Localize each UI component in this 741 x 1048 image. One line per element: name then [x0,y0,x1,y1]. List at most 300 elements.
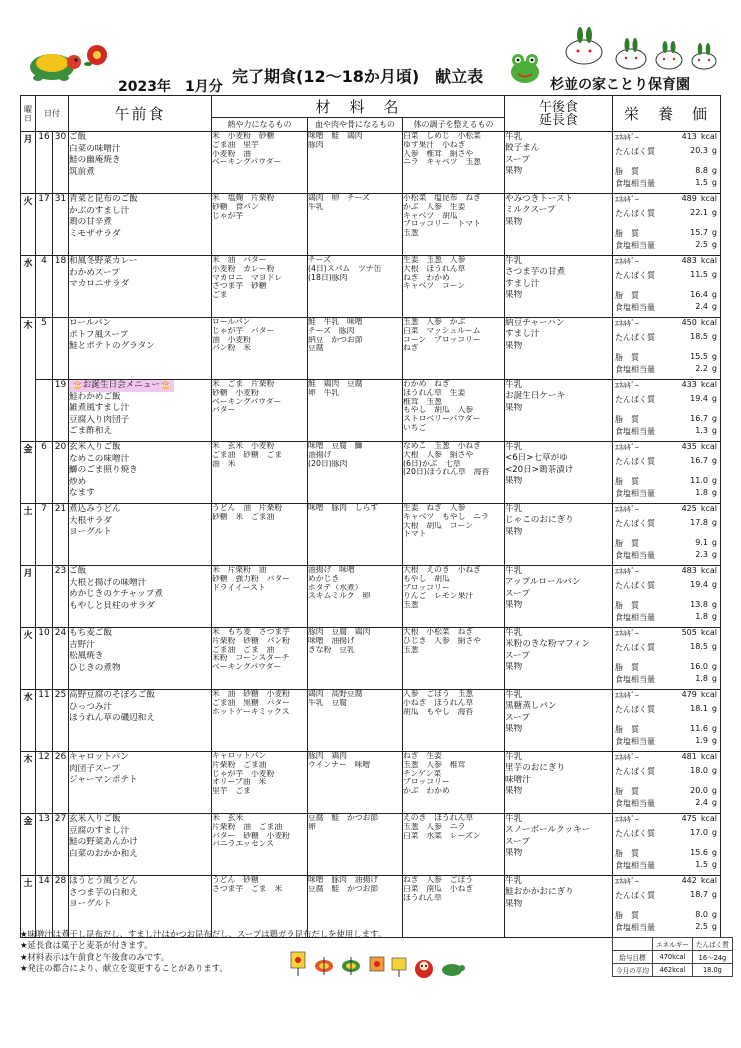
menu-item: マカロニサラダ [69,279,130,290]
menu-item: 牛乳 [505,566,523,576]
ingredient-line: ねぎ 生姜 [403,752,442,760]
date-cell: 5 [36,318,53,380]
nutrition-value [682,442,717,453]
menu-table [20,95,721,938]
turtle-icon [440,960,466,976]
nutrition-cell [613,380,721,442]
nutrition-number: 11.0 [690,476,708,485]
nutrition-number: 15.5 [690,352,708,361]
menu-item: 果物 [505,402,523,413]
ingredients-vitamin-cell [403,752,505,814]
ingredient-line: 片栗粉 砂糖 パン粉 [212,636,290,645]
nutrition-protein [613,828,720,839]
date-cell: 14 [36,876,53,938]
date-cell: 26 [53,752,69,814]
menu-item: 果物 [505,600,523,611]
summary-cell: 給与目標 [613,951,653,964]
ingredient-line: 玉葱 [403,645,419,654]
weekday-header: 曜 日 [21,96,36,132]
frog-icon [507,50,543,86]
menu-item: <6日>七草がゆ [505,453,568,464]
ingredients-protein-cell [308,256,403,318]
nutrition-number: 16.4 [690,290,708,299]
nutrition-label: 食塩相当量 [615,799,655,808]
nutrition-label: たんぱく質 [615,209,655,218]
nutrition-value [690,476,717,487]
menu-item: スープ [505,154,530,165]
day-row [21,318,721,380]
nutrition-value [690,786,717,797]
ingredient-line: 椎茸 玉葱 [403,397,442,406]
nutrition-value [690,394,717,405]
ingredient-line: 油 小麦粉 [212,335,251,344]
ingredient-line: ブロッコリー [403,778,450,787]
note-line: ★材料表示は午前食と午後食のみです。 [20,951,170,962]
nutrition-cell [613,876,721,938]
page-title: 完了期食(12～18か月頃) 献立表 [232,67,484,86]
weekday-cell: 金 [21,814,36,876]
ingredient-line: 牛乳 [308,202,324,211]
ingredient-line: トマト [403,530,427,539]
nutrition-number: 20.3 [690,146,708,155]
menu-item: 炒め [69,476,87,487]
nutrition-unit: g [711,798,717,807]
day-row [21,256,721,318]
nutrition-fat [613,724,720,735]
menu-item: ロールパン [69,318,112,328]
nutrition-number: 18.5 [690,332,708,341]
ingredient-protein-header: 血や肉や骨になるもの [308,118,403,132]
ingredient-line: 小ねぎ ほうれん草 [403,698,474,707]
date-cell: 16 [36,132,53,194]
nutrition-value [695,488,717,499]
nutrition-value [682,504,717,515]
menu-item: なめこの味噌汁 [69,453,130,464]
nutrition-number: 18.0 [690,766,708,775]
nutrition-value [682,876,717,887]
nutrition-number: 1.5 [695,860,708,869]
menu-item: 牛乳 [505,628,523,638]
menu-item: 果物 [505,848,523,859]
nutrition-label: ｴﾈﾙｷﾞｰ [615,691,639,700]
nutrition-number: 18.7 [690,890,708,899]
main-meal-header: 午前食 [69,96,212,132]
menu-item: もち麦ご飯 [69,628,112,638]
ingredient-line: もやし 胡瓜 [403,574,450,583]
nutrition-value [682,256,717,267]
ingredient-line: 味噌 豆腐 鰤 [308,442,363,450]
nutrition-number: 505 [681,628,697,637]
menu-item: 牛乳 [505,504,523,514]
nutrition-value [695,922,717,933]
nutrition-unit: g [711,766,717,775]
nutrition-label: ｴﾈﾙｷﾞｰ [615,753,639,762]
koma-icon [313,955,335,977]
menu-item: 筑前煮 [69,166,95,177]
menu-item: 白菜のおかか和え [69,848,138,859]
nutrition-cell [613,194,721,256]
menu-item: ひじきの煮物 [69,662,121,673]
ingredient-line: 米 玄米 [212,814,244,822]
ingredient-line: きな粉 豆乳 [308,645,355,654]
nutrition-label: 脂 質 [615,415,639,424]
ingredient-line: 米 塩麹 片栗粉 [212,194,275,202]
ingredient-line: 大根 ほうれん草 [403,264,466,273]
date-cell [36,566,53,628]
nutrition-unit: g [711,166,717,175]
nutrition-unit: g [711,414,717,423]
nutrition-cell [613,566,721,628]
menu-item: さつま芋の甘煮 [505,267,566,278]
ingredient-line: 米 油 砂糖 小麦粉 [212,690,290,698]
ingredient-line: 砂糖 米 ごま油 [212,512,275,521]
ingredient-line: 豚肉 豆腐 鶏肉 [308,628,371,636]
nutrition-unit: g [711,364,717,373]
menu-item: 玄米入りご飯 [69,814,121,824]
nutrition-number: 433 [681,380,697,389]
ingredient-line: 米 油 バター [212,256,267,264]
nutrition-label: 食塩相当量 [615,179,655,188]
menu-item: 鮭の野菜あんかけ [69,837,138,848]
menu-item: ミモザサラダ [69,228,121,239]
nutrition-cell [613,690,721,752]
nutrition-number: 2.4 [695,798,708,807]
date-cell: 19 [53,380,69,442]
ingredient-line: 豆腐 [308,344,324,353]
day-row [21,690,721,752]
nutrition-value [695,910,717,921]
ingredients-protein-cell [308,132,403,194]
nutrition-label: たんぱく質 [615,581,655,590]
menu-item: 牛乳 [505,380,523,390]
ingredients-vitamin-cell [403,628,505,690]
nutrition-number: 15.6 [690,848,708,857]
nutrition-label: 食塩相当量 [615,551,655,560]
nutrition-number: 9.1 [695,538,708,547]
nutrition-unit: g [711,828,717,837]
nutrition-number: 2.3 [695,550,708,559]
date-cell: 12 [36,752,53,814]
nutrition-cell [613,752,721,814]
ingredient-line: コーン ブロッコリー [403,335,481,344]
camellia-icon [84,42,110,68]
ingredients-energy-cell [212,318,308,380]
nutrition-number: 2.5 [695,922,708,931]
ingredient-line: 玉葱 [403,601,419,610]
nutrition-cell [613,814,721,876]
menu-item: ご飯 [69,566,87,576]
ingredient-line: ごま油 黒糖 バター [212,698,290,707]
ingredients-vitamin-cell [403,256,505,318]
nutrition-label: 脂 質 [615,601,639,610]
date-cell: 27 [53,814,69,876]
ingredient-line: ベーキングパウダー [212,663,282,672]
menu-item: 牛乳 [505,814,523,824]
nutrition-protein [613,146,720,157]
ingredient-line: ほうれん草 [403,893,442,902]
nutrition-number: 435 [681,442,697,451]
nutrition-number: 2.5 [695,240,708,249]
day-row [21,628,721,690]
ingredient-line: バニラエッセンス [212,840,274,849]
afternoon-snack-cell [505,318,613,380]
note-line: ★味噌汁は煮干し昆布だし、すまし汁はかつお昆布だし、スープは鶏ガラ昆布だしを使用します。 [20,929,387,939]
weekday-cell: 月 [21,566,36,628]
ingredient-line: ドライイースト [212,583,266,592]
nutrition-unit: kcal [700,318,717,327]
nutrition-unit: g [711,476,717,485]
ingredient-line: 豚肉 鶏肉 [308,752,347,760]
nutrition-number: 18.5 [690,642,708,651]
ingredient-line: いちご [403,423,427,432]
nutrition-value [690,704,717,715]
nutrition-value [695,178,717,189]
nutrition-label: たんぱく質 [615,705,655,714]
birthday-menu-label: 🎂お誕生日会メニュー🎂 [69,380,174,392]
ingredient-line: チンゲン菜 [403,769,442,778]
nutrition-number: 13.8 [690,600,708,609]
nutrition-label: たんぱく質 [615,395,655,404]
ingredient-line: 玉葱 人参 ニラ [403,822,466,831]
ingredients-vitamin-cell [403,504,505,566]
nutrition-number: 475 [681,814,697,823]
nutrition-salt [613,860,720,871]
nutrition-value [695,736,717,747]
ingredient-line: じゃが芋 小麦粉 [212,769,275,778]
nutrition-energy [613,504,720,515]
ingredient-line: ロールパン [212,318,251,326]
nutrition-energy [613,690,720,701]
nutrition-unit: kcal [700,442,717,451]
nutrition-salt [613,736,720,747]
ingredient-line: ニラ キャベツ 玉葱 [403,158,481,167]
ingredient-line: 砂糖 小麦粉 [212,388,259,397]
ingredient-line: ストロベリーパウダー [403,415,481,424]
nutrition-value [682,132,717,143]
menu-item: アップルロールパン [505,577,581,588]
ingredient-line: (6日)かぶ 七草 [403,459,461,468]
nutrition-value [690,146,717,157]
date-cell [36,380,53,442]
nutrition-value [695,240,717,251]
ingredient-line: めかじき [308,574,340,583]
ingredient-line: ごま [212,291,228,300]
nutrition-label: 食塩相当量 [615,923,655,932]
nutrition-value [682,194,717,205]
morning-menu-cell [69,752,212,814]
ingredient-line: 小松菜 塩昆布 ねぎ [403,194,481,202]
rabbit-icon [652,40,686,70]
nutrition-label: 食塩相当量 [615,241,655,250]
nutrition-unit: g [711,538,717,547]
date-cell: 18 [53,256,69,318]
nutrition-label: ｴﾈﾙｷﾞｰ [615,567,639,576]
date-cell: 24 [53,628,69,690]
nutrition-label: 脂 質 [615,725,639,734]
ingredients-protein-cell [308,566,403,628]
date-cell: 20 [53,442,69,504]
nutrition-unit: g [711,208,717,217]
nutrition-number: 11.5 [690,270,708,279]
ingredient-line: 白菜 南瓜 小ねぎ [403,884,474,893]
nutrition-salt [613,302,720,313]
nutrition-value [682,318,717,329]
ingredient-line: ねぎ [403,344,419,353]
nutrition-salt [613,364,720,375]
nutrition-value [682,814,717,825]
nutrition-label: たんぱく質 [615,767,655,776]
ingredient-line: 玉葱 [403,229,419,238]
nutrition-number: 481 [681,752,697,761]
ingredient-line: 豆腐 鮭 かつお節 [308,814,379,822]
nutrition-fat [613,538,720,549]
date-cell: 13 [36,814,53,876]
ingredient-line: 小麦粉 油 [212,149,251,158]
date-cell: 25 [53,690,69,752]
nutrition-energy [613,132,720,143]
nutrition-value [682,566,717,577]
morning-menu-cell [69,194,212,256]
day-row [21,194,721,256]
nutrition-protein [613,456,720,467]
ingredient-line: 白菜 マッシュルーム [403,326,481,335]
ingredients-protein-cell [308,690,403,752]
summary-head [613,938,653,951]
afternoon-snack-cell [505,504,613,566]
menu-item: 和風冬野菜カレー [69,256,138,266]
nutrition-energy [613,318,720,329]
nutrition-label: 脂 質 [615,663,639,672]
nutrition-unit: kcal [700,566,717,575]
ingredient-line: 里芋 ごま [212,787,251,796]
nutrition-label: 食塩相当量 [615,303,655,312]
date-cell: 23 [53,566,69,628]
menu-item: じゃこのおにぎり [505,515,574,526]
rabbit-icon [612,38,650,70]
ingredient-line: ゆず果汁 小ねぎ [403,140,466,149]
nutrition-value [690,724,717,735]
ingredient-line: 大根 人参 絹さや [403,450,474,459]
date-cell: 17 [36,194,53,256]
ingredient-line: 米粉 コーンスターチ [212,654,290,663]
weekday-cell: 水 [21,256,36,318]
menu-item: かぶのすまし汁 [69,205,130,216]
nutrition-value [690,228,717,239]
weekday-cell: 火 [21,194,36,256]
ingredient-line: ごま油 ごま 油 [212,645,275,654]
ingredient-line: スキムミルク 卵 [308,592,371,601]
ingredient-line: チーズ [308,256,332,264]
nutrition-label: ｴﾈﾙｷﾞｰ [615,133,639,142]
day-row [21,814,721,876]
nutrition-number: 20.0 [690,786,708,795]
menu-item: ひっつみ汁 [69,701,112,712]
month-label: 2023年 1月分 [118,79,223,95]
ingredients-protein-cell [308,628,403,690]
weekday-cell: 木 [21,752,36,814]
rabbit-icon [562,26,607,66]
nutrition-label: たんぱく質 [615,457,655,466]
nutrition-protein [613,642,720,653]
ingredients-vitamin-cell [403,690,505,752]
ingredient-line: さつま芋 砂糖 [212,282,267,291]
nutrition-unit: g [711,848,717,857]
nutrition-unit: g [711,302,717,311]
menu-item: 果物 [505,662,523,673]
nutrition-label: 食塩相当量 [615,613,655,622]
ingredient-line: 味噌 油揚げ [308,636,355,645]
nutrition-label: 食塩相当量 [615,737,655,746]
nutrition-fat [613,166,720,177]
nutrition-cell [613,318,721,380]
menu-item: 果物 [505,526,523,537]
morning-menu-cell [69,380,212,442]
ingredient-line: 牛乳 豆腐 [308,698,347,707]
ingredients-energy-cell [212,380,308,442]
afternoon-snack-cell [505,814,613,876]
menu-item: ごま酢和え [69,426,112,437]
ingredient-line: 卵 [308,822,316,831]
ingredient-line: 生姜 ねぎ 人参 [403,504,466,512]
nutrition-number: 8.8 [695,166,708,175]
summary-cell: 470kcal [652,951,692,964]
ingredients-vitamin-cell [403,194,505,256]
menu-item: 黒糖蒸しパン [505,701,557,712]
nutrition-energy [613,628,720,639]
ingredient-line: 片栗粉 油 ごま油 [212,822,283,831]
ingredients-energy-cell [212,752,308,814]
ingredient-line: ブロッコリー [403,583,450,592]
nutrition-unit: kcal [700,628,717,637]
afternoon-snack-cell [505,566,613,628]
nutrition-salt [613,550,720,561]
ingredient-line: 人参 椎茸 絹さや [403,149,474,158]
date-cell: 21 [53,504,69,566]
ingredient-line: (20日)豚肉 [308,459,348,468]
menu-item: 雑煮風すまし汁 [69,403,130,414]
menu-item: めかじきのケチャップ煮 [69,589,163,600]
nutrition-value [690,848,717,859]
menu-item: スープ [505,836,530,847]
afternoon-snack-cell [505,690,613,752]
ingredient-line: 鮭 鶏肉 豆腐 [308,380,363,388]
nutrition-number: 1.9 [695,736,708,745]
nutrition-number: 16.7 [690,456,708,465]
ingredient-line: キャベツ 胡瓜 [403,211,458,220]
ingredients-energy-cell [212,566,308,628]
nutrition-number: 19.4 [690,580,708,589]
nutrition-unit: g [711,394,717,403]
day-row [21,752,721,814]
menu-item: 鶏の甘辛煮 [69,217,112,228]
nutrition-number: 1.5 [695,178,708,187]
nutrition-unit: g [711,270,717,279]
nutrition-value [690,890,717,901]
ingredient-line: 小麦粉 カレー粉 [212,264,275,273]
nutrition-unit: g [711,240,717,249]
nutrition-unit: g [711,146,717,155]
nutrition-unit: g [711,290,717,299]
koma-icon [340,955,362,977]
nutrition-energy [613,566,720,577]
afternoon-snack-cell [505,628,613,690]
nutrition-label: たんぱく質 [615,519,655,528]
nutrition-label: ｴﾈﾙｷﾞｰ [615,257,639,266]
ingredients-protein-cell [308,504,403,566]
nutrition-salt [613,240,720,251]
nutrition-unit: g [711,736,717,745]
nutrition-unit: g [711,662,717,671]
